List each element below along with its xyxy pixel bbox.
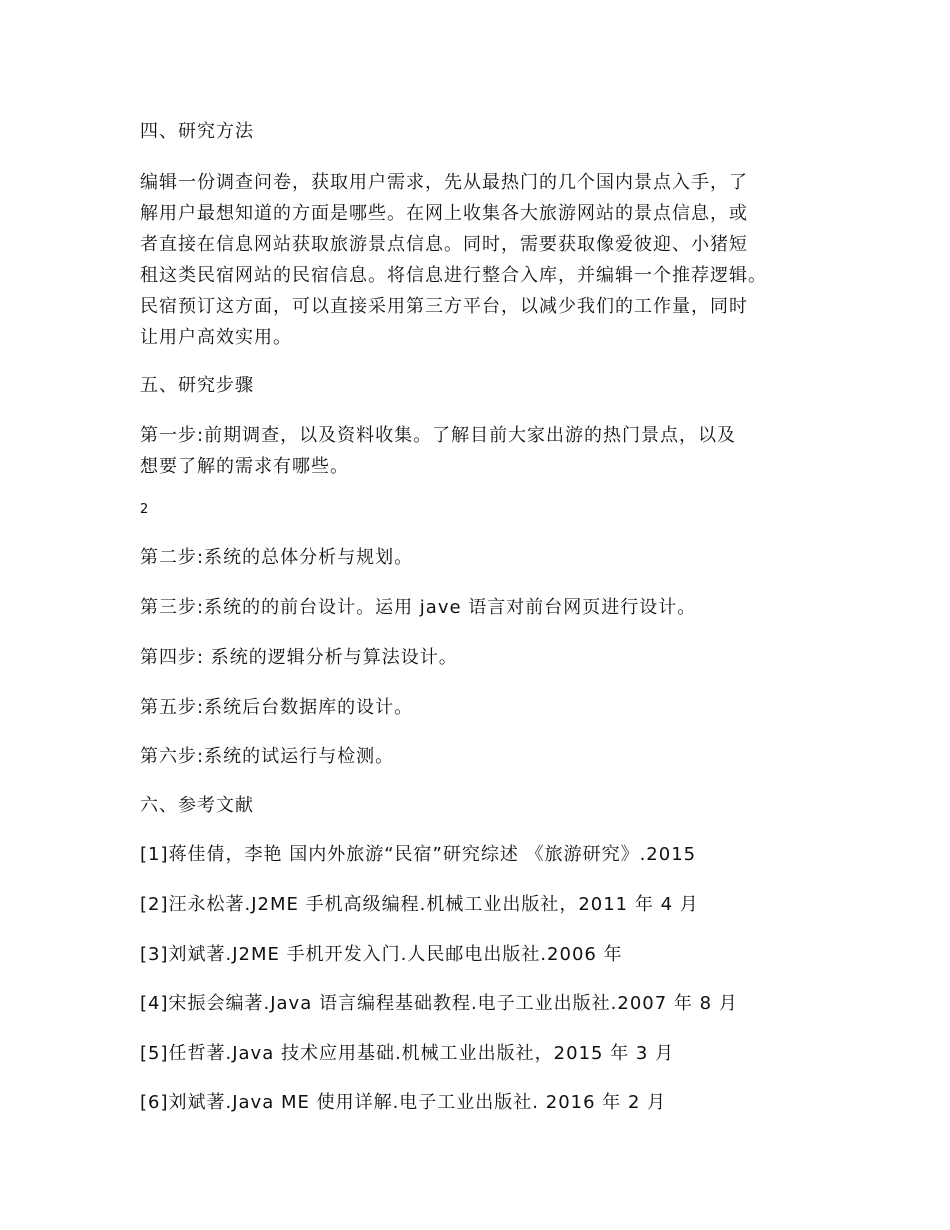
step-3: 第三步:系统的的前台设计。运用 jave 语言对前台网页进行设计。 bbox=[140, 597, 697, 618]
section-heading-references: 六、参考文献 bbox=[140, 795, 254, 816]
research-methods-paragraph bbox=[140, 167, 830, 353]
section-heading-research-steps: 五、研究步骤 bbox=[140, 375, 254, 396]
reference-item-3: [3]刘斌著.J2ME 手机开发入门.人民邮电出版社.2006 年 bbox=[140, 944, 623, 965]
step-4: 第四步: 系统的逻辑分析与算法设计。 bbox=[140, 647, 458, 668]
step-1-paragraph bbox=[140, 420, 830, 482]
reference-item-5: [5]任哲著.Java 技术应用基础.机械工业出版社，2015 年 3 月 bbox=[140, 1043, 675, 1064]
paragraph-line: 租这类民宿网站的民宿信息。将信息进行整合入库，并编辑一个推荐逻辑。 bbox=[140, 265, 767, 286]
paragraph-line: 想要了解的需求有哪些。 bbox=[140, 456, 349, 477]
reference-item-4: [4]宋振会编著.Java 语言编程基础教程.电子工业出版社.2007 年 8 月 bbox=[140, 993, 738, 1014]
paragraph-line: 者直接在信息网站获取旅游景点信息。同时，需要获取像爱彼迎、小猪短 bbox=[140, 234, 748, 255]
step-6: 第六步:系统的试运行与检测。 bbox=[140, 746, 395, 767]
paragraph-line: 编辑一份调查问卷，获取用户需求，先从最热门的几个国内景点入手，了 bbox=[140, 172, 748, 193]
paragraph-line: 第一步:前期调查，以及资料收集。了解目前大家出游的热门景点，以及 bbox=[140, 425, 737, 446]
step-2: 第二步:系统的总体分析与规划。 bbox=[140, 547, 414, 568]
reference-item-1: [1]蒋佳倩，李艳 国内外旅游“民宿”研究综述 《旅游研究》.2015 bbox=[140, 844, 697, 865]
page-number: 2 bbox=[140, 502, 149, 517]
paragraph-line: 让用户高效实用。 bbox=[140, 327, 292, 348]
section-heading-research-methods: 四、研究方法 bbox=[140, 121, 254, 142]
paragraph-line: 民宿预订这方面，可以直接采用第三方平台，以减少我们的工作量，同时 bbox=[140, 296, 748, 317]
paragraph-line: 解用户最想知道的方面是哪些。在网上收集各大旅游网站的景点信息，或 bbox=[140, 203, 748, 224]
reference-item-2: [2]汪永松著.J2ME 手机高级编程.机械工业出版社，2011 年 4 月 bbox=[140, 894, 699, 915]
step-5: 第五步:系统后台数据库的设计。 bbox=[140, 697, 414, 718]
reference-item-6: [6]刘斌著.Java ME 使用详解.电子工业出版社. 2016 年 2 月 bbox=[140, 1092, 667, 1113]
